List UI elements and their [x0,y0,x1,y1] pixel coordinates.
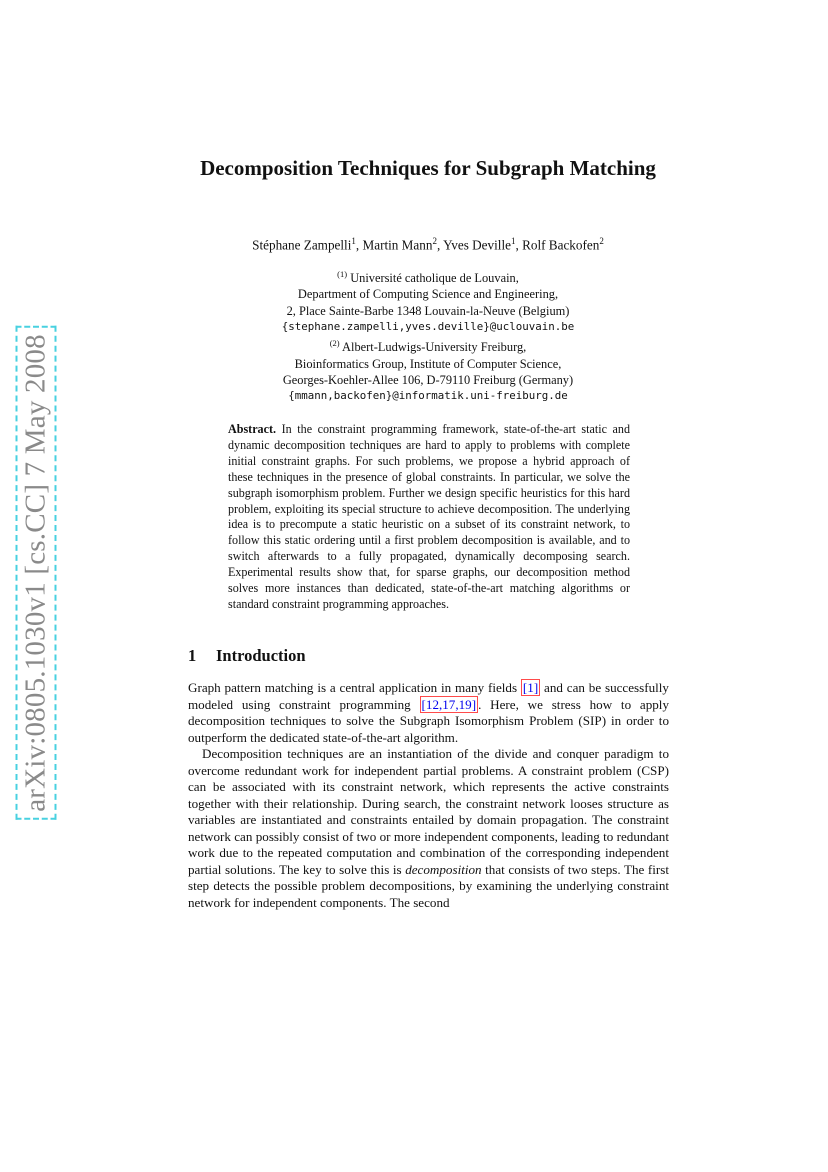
affiliation-1-line-2: Department of Computing Science and Engineering, [297,287,559,302]
paragraph-text: Decomposition techniques are an instantiation of the divide and conquer paradigm to overcome redundant work for independent partial problems. A constraint problem (CSP) can be associated with its constraint network, which represents the active constraints together with their relationship. During search, the constraint network looses structure as variables are instantiated and constraints entailed by domain propagation. The constraint network can possibly consist of two or more independent components, leading to redundant work due to the repeated computation and combination of the corresponding independent partial solutions. The key to solve this is [188,746,669,877]
author-mark: 2 [432,236,437,246]
author-name: Martin Mann [362,237,433,253]
affiliation-1-line-3: 2, Place Sainte-Barbe 1348 Louvain-la-Neuve (Belgium) [286,303,570,318]
arxiv-stamp[interactable] [6,333,66,812]
affiliation-text: Université catholique de Louvain, [350,271,519,286]
author-mark: 2 [599,236,604,246]
author-mark: 1 [510,236,516,246]
paragraph-text: and can be successfully modeled using constraint programming [188,680,669,712]
author-name: Yves Deville [443,237,511,253]
paragraph-1 [188,680,669,746]
affiliation-2-line-2: Bioinformatics Group, Institute of Computer Science, [294,356,562,371]
section-heading [188,646,306,666]
affiliation-2-line-3: Georges-Koehler-Allee 106, D-79110 Freiburg (Germany) [282,373,574,388]
author-list: Stéphane Zampelli$^1$, Martin Mann$^2$, Yves Deville$^1$, Rolf Backofen$^2$ [252,236,604,253]
author-mark: 1 [351,236,356,246]
affiliations [188,266,668,405]
affiliation-1-email[interactable]: {stephane.zampelli,yves.deville}@uclouvain.be [281,320,575,334]
author-name: Stéphane Zampelli [252,237,352,253]
emphasis-text: decomposition [405,861,482,877]
section-body [188,680,669,911]
paragraph-text: . Here, we stress how to apply decomposition techniques to solve the Subgraph Isomorphism Problem (SIP) in order to outperform the dedicated state-of-the-art algorithm. [188,696,669,745]
author-name: Rolf Backofen [522,237,600,253]
paragraph-2 [188,746,669,911]
affiliation-mark: (2) [329,338,340,349]
abstract [228,422,630,613]
citation-link[interactable]: [12,17,19] [421,696,477,712]
citation-link[interactable]: [1] [522,680,539,695]
paragraph-text: Graph pattern matching is a central application in many fields [188,680,521,695]
section-number: 1 [188,646,197,665]
abstract-label: Abstract. [228,422,277,436]
affiliation-2-email[interactable]: {mmann,backofen}@informatik.uni-freiburg.de [288,389,568,403]
arxiv-identifier[interactable]: arXiv:0805.1030v1 [cs.CC] 7 May 2008 [16,326,57,820]
paper-title: Decomposition Techniques for Subgraph Matching [200,156,656,180]
affiliation-text: Albert-Ludwigs-University Freiburg, [342,340,527,355]
affiliation-1-line-1 [188,266,668,286]
affiliation-2-line-1 [188,335,668,355]
affiliation-mark: (1) [337,269,348,279]
paragraph-text: that consists of two steps. The first step detects the possible problem decompositions, by examining the underlying constraint network for independent components. The second [188,861,669,910]
abstract-text: In the constraint programming framework, state-of-the-art static and dynamic decomposition techniques are hard to apply to problems with complete initial constraint graphs. For such problems, we propose a hybrid approach of these techniques in the presence of global constraints. In particular, we solve the subgraph isomorphism problem. Further we design specific heuristics for this hard problem, exploiting its special structure to achieve decomposition. The underlying idea is to precompute a static heuristic on a subset of its constraint network, to follow this static ordering until a first problem decomposition is available, and to switch afterwards to a fully propagated, dynamically decomposing search. Experimental results show that, for sparse graphs, our decomposition method solves more instances than dedicated, state-of-the-art matching algorithms or standard constraint programming approaches. [228,422,630,611]
section-title: Introduction [216,646,306,665]
